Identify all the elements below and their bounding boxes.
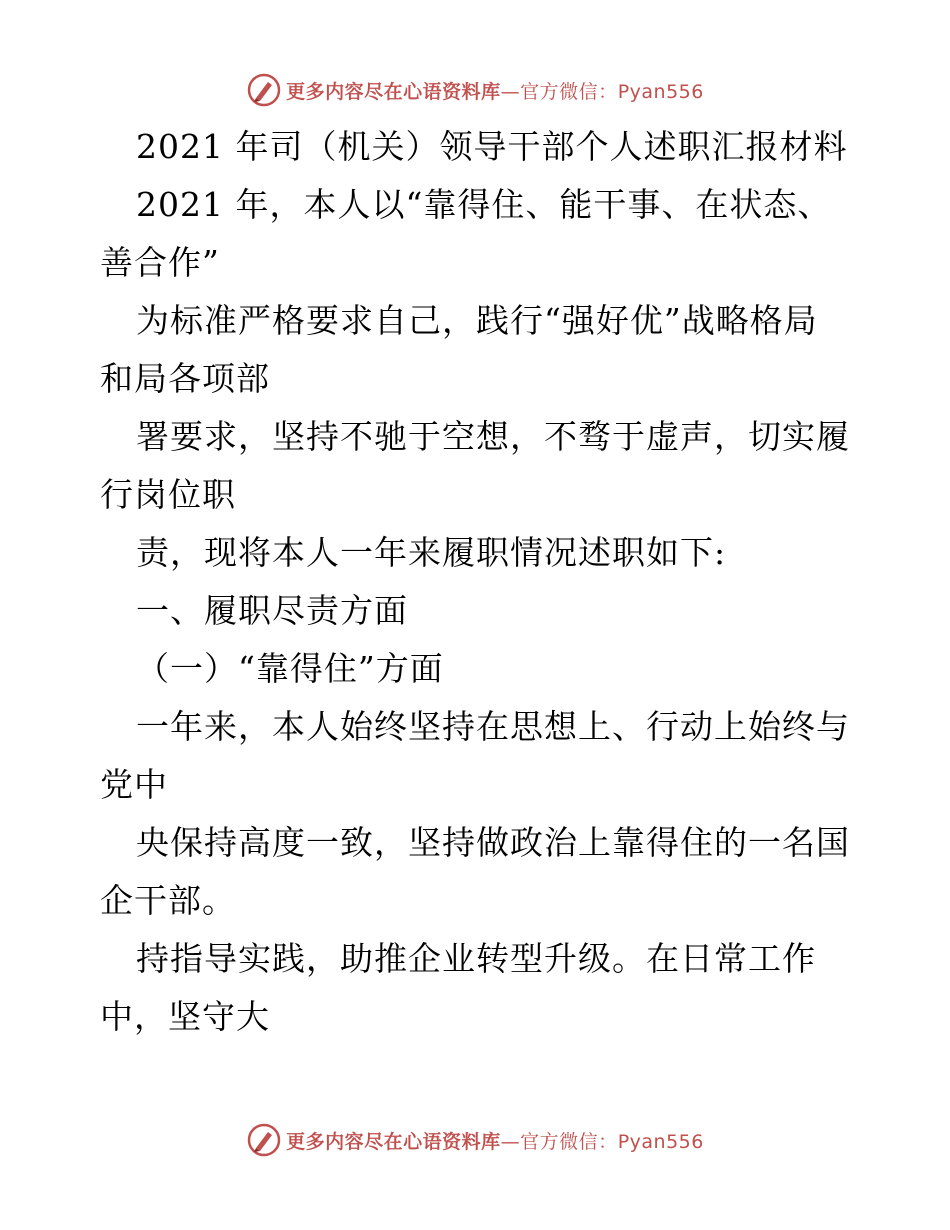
paragraph-line: 中，坚守大 (100, 997, 270, 1036)
paragraph-line: 责，现将本人一年来履职情况述职如下: (136, 533, 727, 572)
paragraph-line: 党中 (100, 765, 168, 804)
footer-watermark (0, 1120, 950, 1160)
watermark-main-text: 更多内容尽在心语资料库 (286, 80, 501, 103)
pen-logo-icon (246, 1122, 282, 1158)
watermark-label: 官方微信： (520, 80, 618, 103)
paragraph-line: 善合作” (100, 243, 220, 282)
paragraph-line: 署要求，坚持不驰于空想，不骛于虚声，切实履 (136, 417, 850, 456)
header-watermark (0, 70, 950, 110)
watermark-wechat-id: Pyan556 (617, 1130, 704, 1153)
watermark-dash: — (500, 1130, 521, 1153)
pen-logo-icon (246, 72, 282, 108)
paragraph-line: 企干部。 (100, 881, 236, 920)
section-heading: 一、履职尽责方面 (136, 591, 408, 630)
watermark-wechat-id: Pyan556 (617, 80, 704, 103)
paragraph-line: 和局各项部 (100, 359, 270, 398)
document-body (100, 118, 860, 1046)
paragraph-line: 央保持高度一致，坚持做政治上靠得住的一名国 (136, 823, 850, 862)
document-title: 2021 年司（机关）领导干部个人述职汇报材料 (136, 127, 848, 166)
paragraph-line: 2021 年，本人以“靠得住、能干事、在状态、 (136, 185, 832, 224)
paragraph-line: 持指导实践，助推企业转型升级。在日常工作 (136, 939, 816, 978)
watermark-label: 官方微信： (520, 1130, 618, 1153)
paragraph-line: 为标准严格要求自己，践行“强好优”战略格局 (136, 301, 818, 340)
subsection-heading: （一）“靠得住”方面 (136, 649, 444, 688)
watermark-main-text: 更多内容尽在心语资料库 (286, 1130, 501, 1153)
paragraph-line: 一年来，本人始终坚持在思想上、行动上始终与 (136, 707, 850, 746)
paragraph-line: 行岗位职 (100, 475, 236, 514)
watermark-dash: — (500, 80, 521, 103)
